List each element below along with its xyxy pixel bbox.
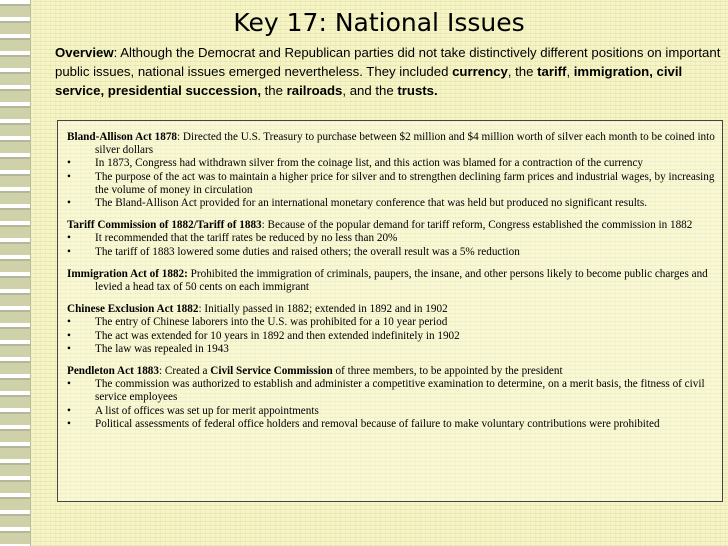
list-item: • In 1873, Congress had withdrawn silver from the coinage list, and this action was blamed for a contraction of the currency <box>67 157 717 170</box>
section-description: Prohibited the immigration of criminals, paupers, the insane, and other persons likely to become public charges and levied a head tax of 50 cents on each immigrant <box>95 267 708 294</box>
overview-currency: currency <box>452 64 508 79</box>
section-title: Tariff Commission of 1882/Tariff of 1883 <box>67 219 262 232</box>
list-item: • The commission was authorized to establish and administer a competitive examination to determine, on a merit basis, the fitness of civil service employees <box>67 378 717 404</box>
list-item: • Political assessments of federal office holders and removal because of failure to make voluntary contributions were prohibited <box>67 418 717 431</box>
section-heading <box>67 365 717 378</box>
section-title: Bland-Allison Act 1878 <box>67 131 178 143</box>
section-heading <box>67 303 717 316</box>
bullet-list <box>67 232 717 258</box>
list-item: • The tariff of 1883 lowered some duties and raised others; the overall result was a 5% reduction <box>67 246 717 259</box>
section-immigration <box>67 268 717 294</box>
overview-text-4: the <box>260 83 287 98</box>
list-item: • A list of offices was set up for merit appointments <box>67 405 717 418</box>
section-heading <box>67 219 717 232</box>
section-description: : Because of the popular demand for tariff reform, Congress established the commission in 1882 <box>261 219 693 232</box>
section-title: Immigration Act of 1882: <box>67 267 188 280</box>
overview-paragraph <box>55 43 725 100</box>
section-pendleton <box>67 365 717 431</box>
list-item: • The entry of Chinese laborers into the U.S. was prohibited for a 10 year period <box>67 316 717 329</box>
section-description: : Created a <box>158 365 211 378</box>
spiral-binding <box>0 0 31 546</box>
overview-text-1: : Although the Democrat and Republican parties did not take distinctively different positions on important public issues, national issues emerged nevertheless. They included <box>55 45 721 79</box>
overview-text-2: , the <box>507 64 538 79</box>
section-bland-allison <box>67 131 717 210</box>
bullet-list <box>67 157 717 210</box>
list-item: • The law was repealed in 1943 <box>67 343 717 356</box>
section-title: Chinese Exclusion Act 1882 <box>67 303 199 316</box>
overview-railroads: railroads <box>286 83 343 98</box>
section-chinese-exclusion <box>67 303 717 356</box>
section-description: : Initially passed in 1882; extended in 1892 and in 1902 <box>198 303 448 316</box>
civil-service-commission: Civil Service Commission <box>210 365 333 378</box>
list-item: • The purpose of the act was to maintain a higher price for silver and to strengthen declining farm prices and industrial wages, by increasing the volume of money in circulation <box>67 171 717 197</box>
overview-label: Overview <box>55 45 114 60</box>
overview-text-3: , <box>566 64 574 79</box>
bullet-list <box>67 378 717 431</box>
section-description: : Directed the U.S. Treasury to purchase between $2 million and $4 million worth of silver each month to be coined into silver dollars <box>95 131 715 157</box>
section-title: Pendleton Act 1883 <box>67 365 159 378</box>
list-item: • The Bland-Allison Act provided for an international monetary conference that was held but produced no significant results. <box>67 197 717 210</box>
section-heading <box>67 131 717 157</box>
overview-text-5: , and the <box>342 83 398 98</box>
overview-list: immigration, civil service, presidential succession, <box>55 64 683 98</box>
page-title: Key 17: National Issues <box>233 8 525 37</box>
list-item: • The act was extended for 10 years in 1892 and then extended indefinitely in 1902 <box>67 330 717 343</box>
content-area <box>67 131 717 440</box>
overview-trusts: trusts. <box>397 83 438 98</box>
bullet-list <box>67 316 717 356</box>
list-item: • It recommended that the tariff rates be reduced by no less than 20% <box>67 232 717 245</box>
section-tariff <box>67 219 717 259</box>
overview-tariff: tariff <box>537 64 567 79</box>
section-heading <box>67 268 717 294</box>
section-description-2: of three members, to be appointed by the president <box>332 365 563 378</box>
